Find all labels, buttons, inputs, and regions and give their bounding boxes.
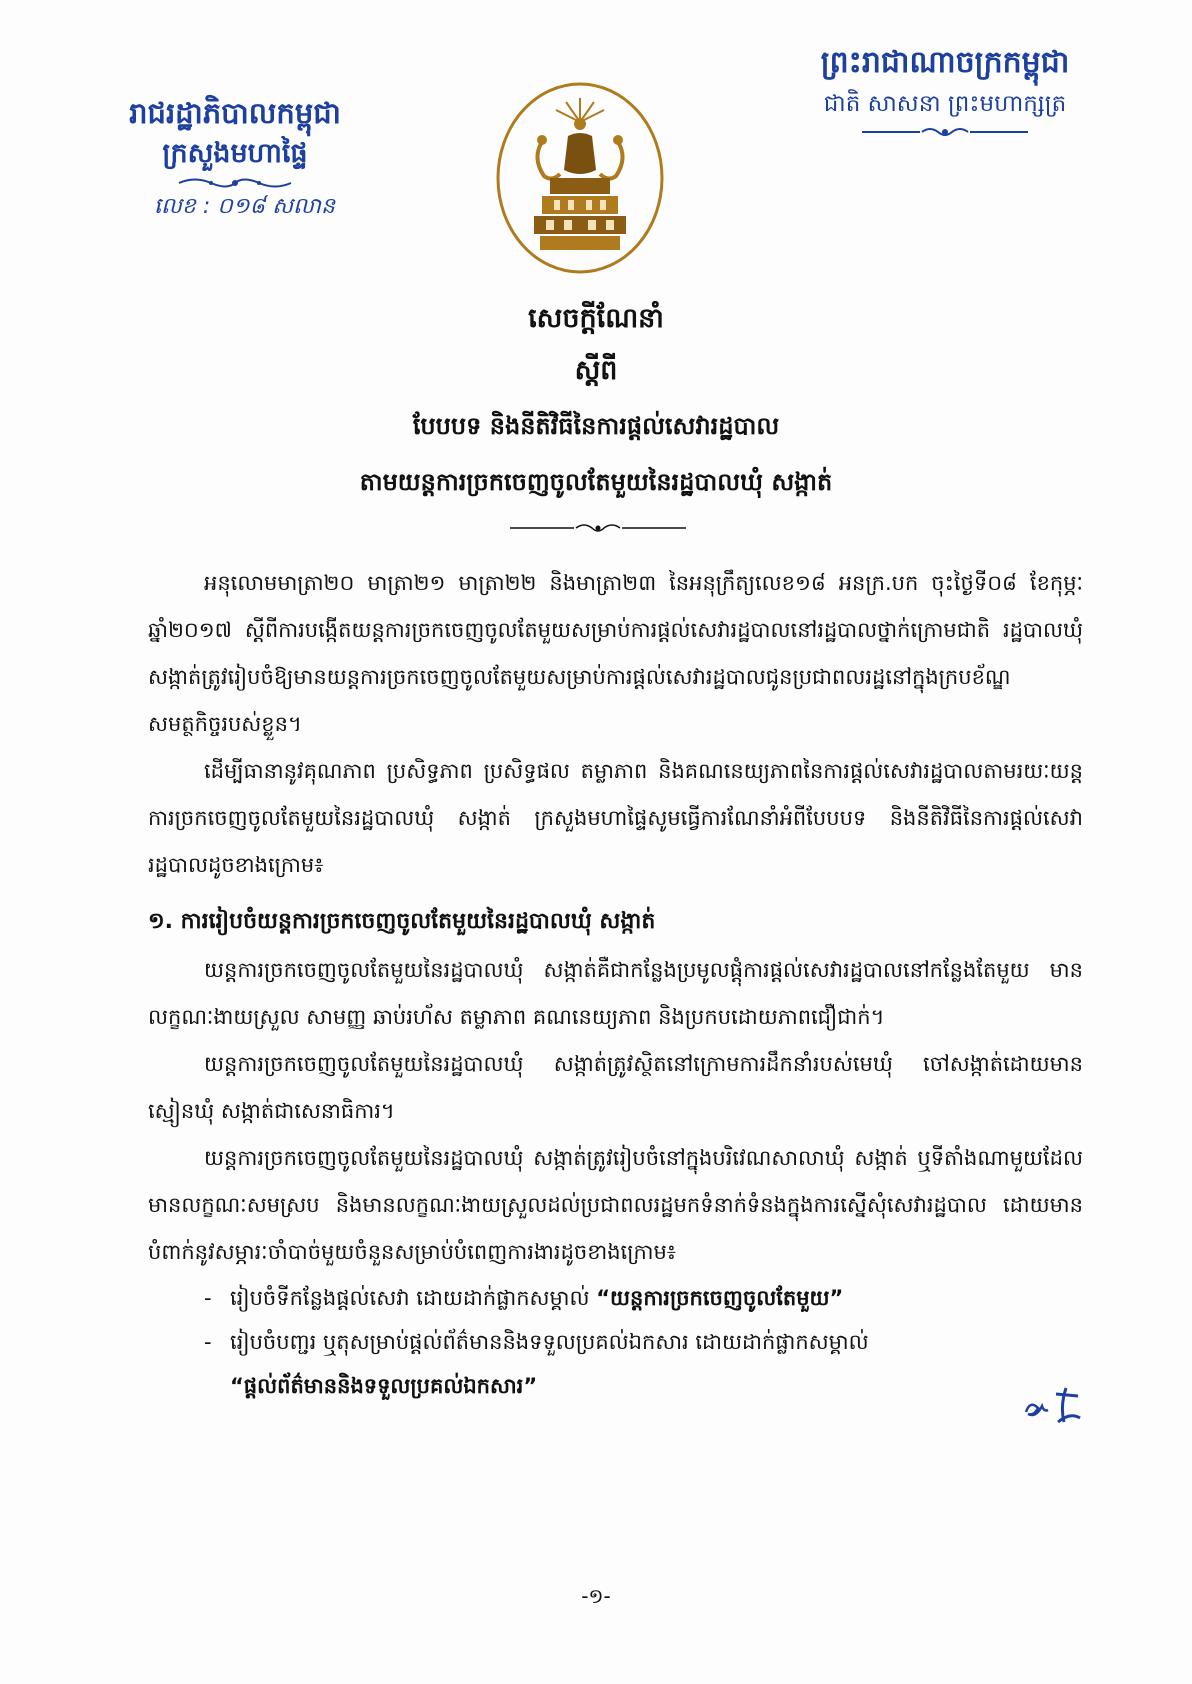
title-connector: ស្តីពី [574, 355, 618, 386]
ornament-divider-icon [860, 126, 1030, 138]
ministry-header [110, 92, 360, 224]
list-item [204, 1320, 1083, 1408]
bullet-text: រៀបចំបញ្ជរ ឬតុសម្រាប់ផ្តល់ព័ត៌មាននិងទទួលប្រគល់ឯកសារ ដោយដាក់ផ្លាកសម្គាល់ [230, 1330, 869, 1354]
ministry-name: ក្រសួងមហាផ្ទៃ [162, 138, 308, 169]
paragraph-legal-basis: អនុលោមមាត្រា២០ មាត្រា២១ មាត្រា២២ និងមាត្រា២៣ នៃអនុក្រឹត្យលេខ១៨ អនក្រ.បក ចុះថ្ងៃទី០៨ ខែកុម្ភៈ ឆ្នាំ២០១៧ ស្តីពីការបង្កើតយន្តការច្រកចេញចូលតែមួយសម្រាប់ការផ្តល់សេវារដ្ឋបាលនៅរដ្ឋបាលថ្នាក់ក្រោមជាតិ រដ្ឋបាលឃុំ សង្កាត់ត្រូវរៀបចំឱ្យមានយន្តការច្រកចេញចូលតែមួយសម្រាប់ការផ្តល់សេវារដ្ឋបាលជូនប្រជាពលរដ្ឋនៅក្នុងក្របខ័ណ្ឌសមត្ថកិច្ចរបស់ខ្លួន។ [148, 571, 1083, 736]
document-type-title: សេចក្តីណែនាំ [528, 303, 664, 334]
paragraph-location: យន្តការច្រកចេញចូលតែមួយនៃរដ្ឋបាលឃុំ សង្កាត់ត្រូវរៀបចំនៅក្នុងបរិវេណសាលាឃុំ សង្កាត់ ឬទីតាំងណាមួយដែលមានលក្ខណៈសមស្រប និងមានលក្ខណៈងាយស្រួលដល់ប្រជាពលរដ្ឋមកទំនាក់ទំនងក្នុងការស្នើសុំសេវារដ្ឋបាល ដោយមានបំពាក់នូវសម្ភារៈចាំបាច់មួយចំនួនសម្រាប់បំពេញការងារដូចខាងក្រោម៖ [148, 1146, 1083, 1264]
paragraph-purpose: ដើម្បីធានានូវគុណភាព ប្រសិទ្ធភាព ប្រសិទ្ធផល តម្លាភាព និងគណនេយ្យភាពនៃការផ្តល់សេវារដ្ឋបាលតាមរយៈយន្តការច្រកចេញចូលតែមួយនៃរដ្ឋបាលឃុំ សង្កាត់ ក្រសួងមហាផ្ទៃសូមធ្វើការណែនាំអំពីបែបបទ និងនីតិវិធីនៃការផ្តល់សេវារដ្ឋបាលដូចខាងក្រោម៖ [148, 759, 1083, 877]
government-name: រាជរដ្ឋាភិបាលកម្ពុជា [129, 96, 341, 130]
kingdom-name: ព្រះរាជាណាចក្រកម្ពុជា [820, 45, 1070, 80]
document-body [148, 560, 1083, 1408]
bullet-dash: - [204, 1286, 212, 1310]
title-subject-line2: តាមយន្តការច្រកចេញចូលតែមួយនៃរដ្ឋបាលឃុំ សង្កាត់ [359, 468, 833, 496]
bullet-label: “ផ្តល់ព័ត៌មាននិងទទួលប្រគល់ឯកសារ” [230, 1374, 538, 1398]
paragraph-definition: យន្តការច្រកចេញចូលតែមួយនៃរដ្ឋបាលឃុំ សង្កាត់គឺជាកន្លែងប្រមូលផ្តុំការផ្តល់សេវារដ្ឋបាលនៅកន្លែងតែមួយ មានលក្ខណៈងាយស្រួល សាមញ្ញ ឆាប់រហ័ស តម្លាភាព គណនេយ្យភាព និងប្រកបដោយភាពជឿជាក់។ [148, 958, 1083, 1029]
kingdom-header [770, 42, 1120, 138]
list-item [204, 1276, 1083, 1320]
reference-number: លេខ : ០១៨ សលាន [154, 194, 335, 219]
bullet-dash: - [204, 1330, 212, 1354]
title-subject-line1: បែបបទ និងនីតិវិធីនៃការផ្តល់សេវារដ្ឋបាល [412, 412, 780, 440]
section-1-heading: ១. ការរៀបចំយន្តការច្រកចេញចូលតែមួយនៃរដ្ឋបាលឃុំ សង្កាត់ [148, 909, 656, 934]
equipment-list [148, 1276, 1083, 1408]
national-motto: ជាតិ សាសនា ព្រះមហាក្សត្រ [823, 91, 1067, 117]
initials-signature-icon [1020, 1382, 1090, 1432]
paragraph-leadership: យន្តការច្រកចេញចូលតែមួយនៃរដ្ឋបាលឃុំ សង្កាត់ត្រូវស្ថិតនៅក្រោមការដឹកនាំរបស់មេឃុំ ចៅសង្កាត់ដោយមានស្មៀនឃុំ សង្កាត់ជាសេនាធិការ។ [148, 1052, 1083, 1123]
bullet-text: រៀបចំទីកន្លែងផ្តល់សេវា ដោយដាក់ផ្លាកសម្គាល់ [230, 1286, 597, 1310]
ministry-emblem-icon [480, 78, 680, 278]
page-number: -១- [581, 1584, 611, 1608]
title-divider-icon [508, 522, 688, 534]
document-title-block [150, 294, 1042, 510]
bullet-label: “យន្តការច្រកចេញចូលតែមួយ” [596, 1286, 844, 1310]
ornament-divider-icon [175, 176, 295, 190]
